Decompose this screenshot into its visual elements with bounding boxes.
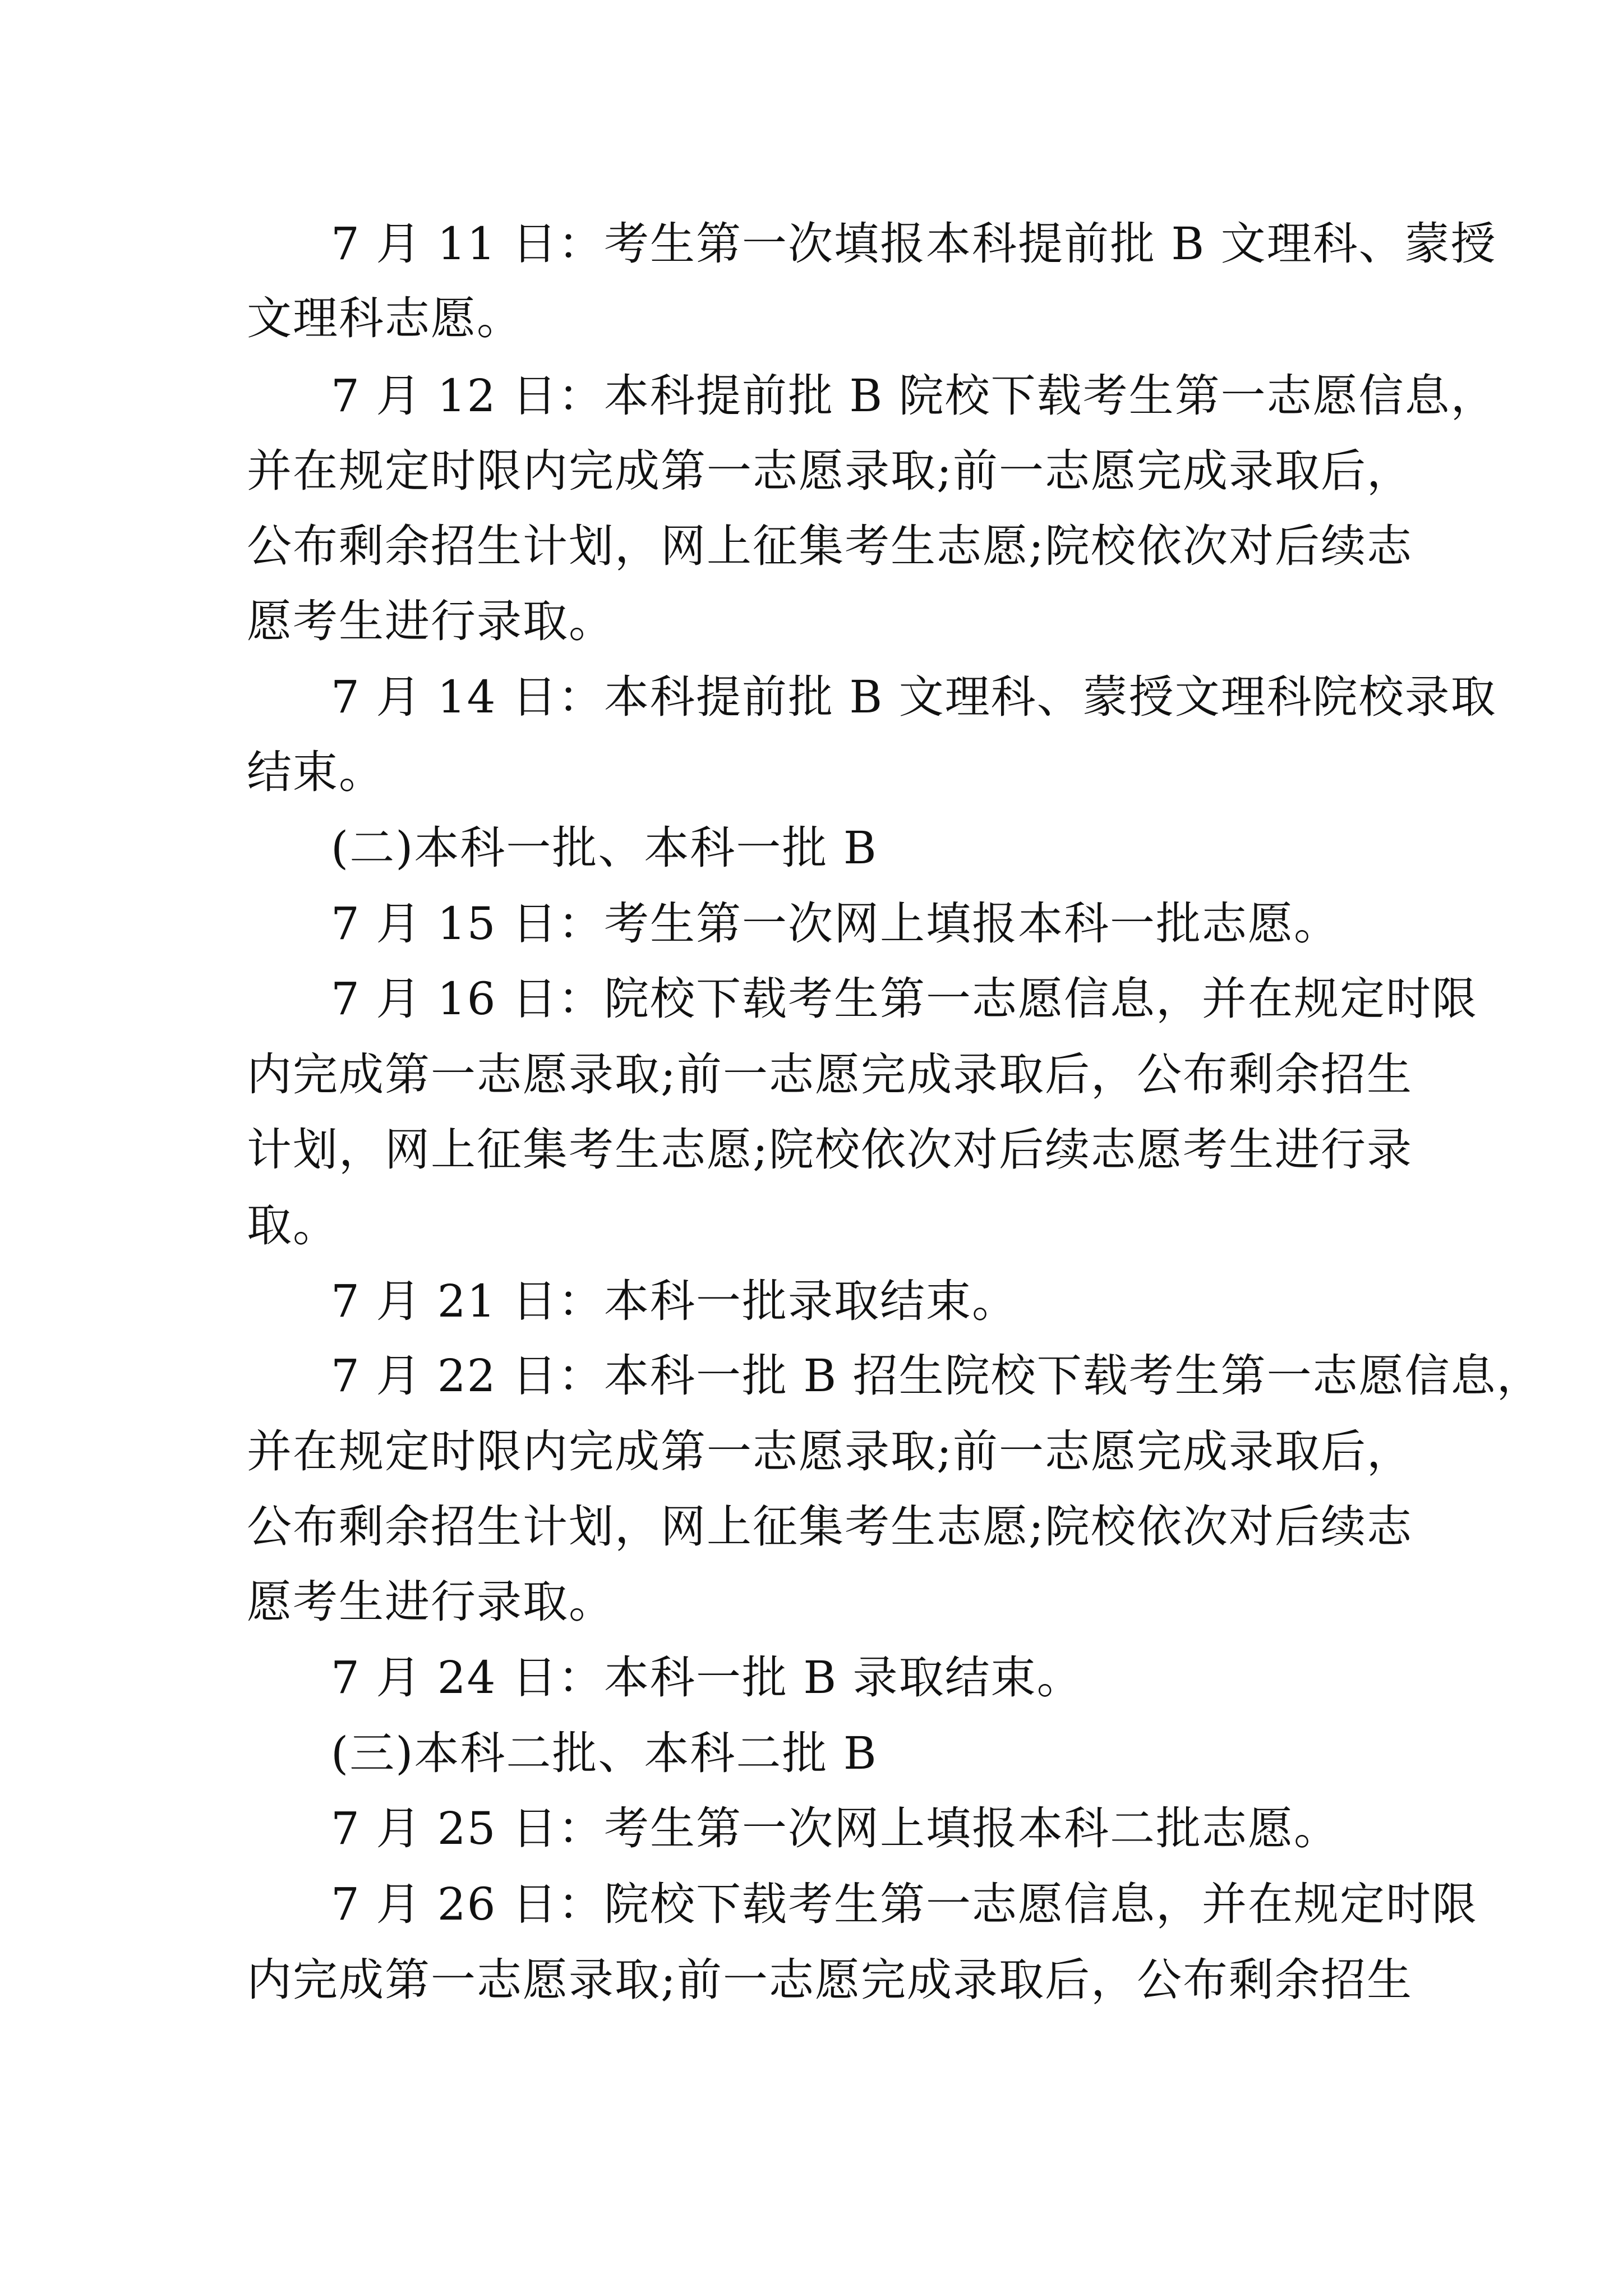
paragraph-line: 7 月 16 日：院校下载考生第一志愿信息，并在规定时限	[331, 973, 1478, 1025]
paragraph-line: 愿考生进行录取。	[247, 1576, 615, 1628]
paragraph-line: 取。	[247, 1199, 339, 1251]
paragraph-line: 7 月 12 日：本科提前批 B 院校下载考生第一志愿信息，	[331, 370, 1497, 422]
paragraph-line: 7 月 21 日：本科一批录取结束。	[331, 1275, 1018, 1327]
paragraph-line: 7 月 14 日：本科提前批 B 文理科、蒙授文理科院校录取	[331, 671, 1497, 723]
paragraph-line: 结束。	[247, 746, 385, 798]
paragraph-line: 内完成第一志愿录取;前一志愿完成录取后，公布剩余招生	[247, 1048, 1413, 1101]
paragraph-line: 7 月 26 日：院校下载考生第一志愿信息，并在规定时限	[331, 1878, 1478, 1930]
paragraph-line: 公布剩余招生计划，网上征集考生志愿;院校依次对后续志	[247, 1501, 1413, 1553]
paragraph-line: 公布剩余招生计划，网上征集考生志愿;院校依次对后续志	[247, 520, 1413, 572]
paragraph-line: 7 月 15 日：考生第一次网上填报本科一批志愿。	[331, 898, 1340, 950]
paragraph-line: 并在规定时限内完成第一志愿录取;前一志愿完成录取后，	[247, 1425, 1413, 1478]
paragraph-line: 内完成第一志愿录取;前一志愿完成录取后，公布剩余招生	[247, 1954, 1413, 2006]
paragraph-line: 文理科志愿。	[247, 292, 523, 344]
section-heading: (二)本科一批、本科一批 B	[331, 822, 878, 874]
section-heading: (三)本科二批、本科二批 B	[331, 1727, 878, 1779]
paragraph-line: 愿考生进行录取。	[247, 595, 615, 647]
paragraph-line: 7 月 11 日：考生第一次填报本科提前批 B 文理科、蒙授	[331, 218, 1497, 270]
paragraph-line: 7 月 24 日：本科一批 B 录取结束。	[331, 1651, 1083, 1704]
paragraph-line: 7 月 22 日：本科一批 B 招生院校下载考生第一志愿信息，	[331, 1350, 1543, 1402]
paragraph-line: 7 月 25 日：考生第一次网上填报本科二批志愿。	[331, 1802, 1340, 1855]
paragraph-line: 并在规定时限内完成第一志愿录取;前一志愿完成录取后，	[247, 445, 1413, 497]
paragraph-line: 计划，网上征集考生志愿;院校依次对后续志愿考生进行录	[247, 1124, 1413, 1176]
